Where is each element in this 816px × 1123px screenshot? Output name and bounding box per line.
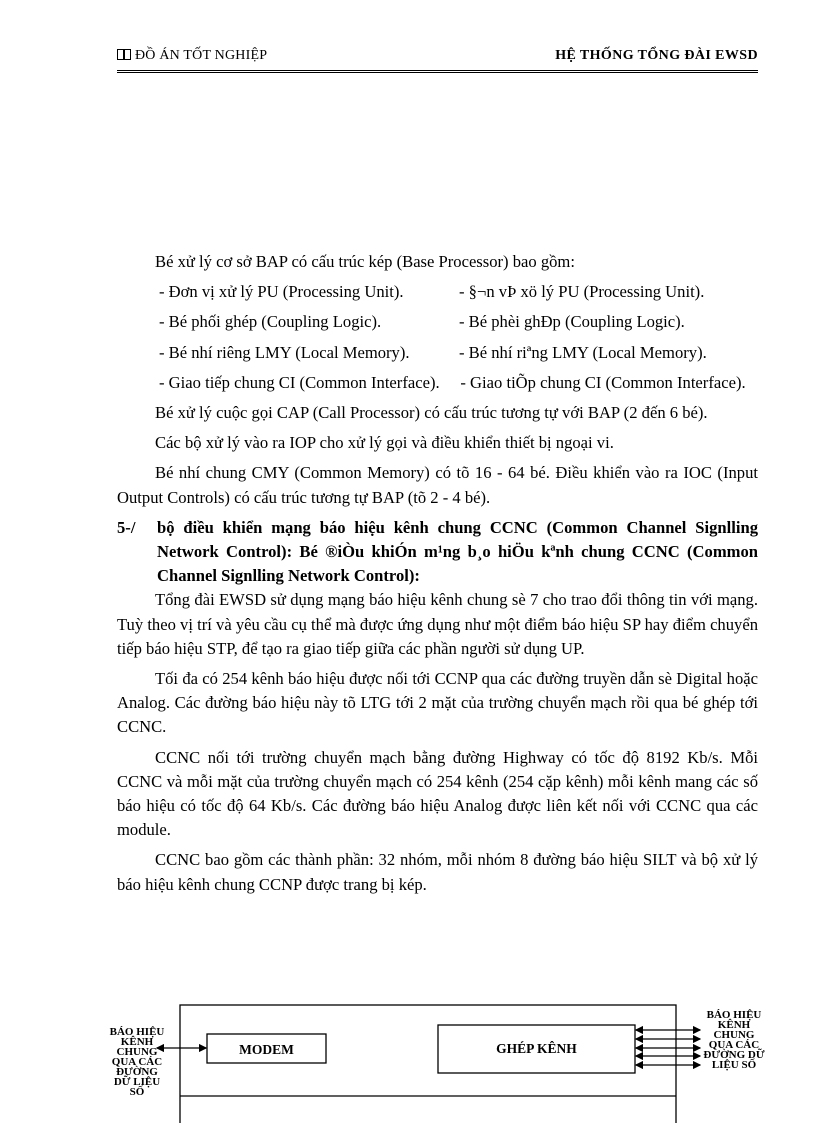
- list-item-garbled: - Bé phèi ghÐp (Coupling Logic).: [459, 312, 685, 332]
- page-header: [117, 48, 758, 73]
- paragraph-highway: CCNC nối tới trường chuyển mạch bằng đường Highway có tốc độ 8192 Kb/s. Mỗi CCNC và mỗi mặt của trường chuyển mạch có 254 kênh (254 cặp kênh) mỗi kênh mang các số báo hiệu có tốc độ 64 Kb/s. Các đường báo hiệu Analog được liên kết nối với CCNC qua các module.: [117, 747, 758, 840]
- paragraph-iop: Các bộ xử lý vào ra IOP cho xử lý gọi và điều khiển thiết bị ngoại vi.: [155, 433, 614, 453]
- list-item-garbled: - §¬n vÞ xö lý PU (Processing Unit).: [459, 282, 705, 302]
- list-item: - Bé nhí riêng LMY (Local Memory).: [159, 342, 410, 362]
- list-row-interface: [117, 371, 758, 395]
- list-item: - Giao tiếp chung CI (Common Interface).: [159, 372, 440, 392]
- paragraph-components: CCNC bao gồm các thành phần: 32 nhóm, mỗi nhóm 8 đường báo hiệu SILT và bộ xử lý báo hiệu kênh chung CCNP được trang bị kép.: [117, 850, 758, 894]
- header-right-text: HỆ THỐNG TỔNG ĐÀI EWSD: [555, 48, 758, 63]
- left-signal-label: BÁO HIỆU KÊNH CHUNG QUA CÁC ĐƯỜNG DỮ LIỆU SỐ: [109, 1026, 165, 1098]
- book-icon: [117, 49, 131, 60]
- list-row-memory: [117, 341, 758, 365]
- mux-label: GHÉP KÊNH: [496, 1041, 577, 1056]
- list-row-coupling: [117, 310, 758, 334]
- paragraph-254: Tối đa có 254 kênh báo hiệu được nối tới CCNP qua các đường truyền dẫn sè Digital hoặc Analog. Các đường báo hiệu này tõ LTG tới 2 mặt của trường chuyển mạch rồi qua bé ghép tới CCNC.: [117, 669, 758, 737]
- list-item-garbled: - Giao tiÕp chung CI (Common Interface).: [460, 372, 746, 392]
- paragraph-cap: Bé xử lý cuộc gọi CAP (Call Processor) có cấu trúc tương tự với BAP (2 đến 6 bé).: [155, 403, 708, 423]
- list-row-pu: [117, 280, 758, 304]
- section-heading: [117, 516, 758, 589]
- section-number: 5-/: [117, 517, 136, 537]
- list-item: - Đơn vị xử lý PU (Processing Unit).: [159, 282, 404, 302]
- paragraph-ewsd: Tổng đài EWSD sử dụng mạng báo hiệu kênh chung sè 7 cho trao đổi thông tin với mạng. Tuỳ theo vị trí và yêu cầu cụ thể mà được ứng dụng như một điểm báo hiệu SP hay điểm chuyển tiếp báo hiệu STP, để tạo ra giao tiếp giữa các phần người sử dụng UP.: [117, 590, 758, 658]
- section-title: bộ điều khiển mạng báo hiệu kênh chung CCNC (Common Channel Signlling Network Control): Bé ®iÒu khiÓn m¹ng b¸o hiÖu kªnh chung CCNC (Common Channel Signlling Network Control):: [157, 517, 758, 586]
- paragraph-bap: Bé xử lý cơ sở BAP có cấu trúc kép (Base Processor) bao gồm:: [155, 252, 575, 271]
- header-left: [117, 48, 267, 64]
- right-signal-label: BÁO HIỆU KÊNH CHUNG QUA CÁC ĐƯỜNG DỮ LIỆU SỐ: [703, 1009, 765, 1071]
- header-left-text: ĐỒ ÁN TỐT NGHIỆP: [135, 48, 268, 63]
- paragraph-cmy: Bé nhí chung CMY (Common Memory) có tõ 16 - 64 bé. Điều khiển vào ra IOC (Input Output Controls) có cấu trúc tương tự BAP (tõ 2 - 4 bé).: [117, 463, 758, 507]
- document-body: [117, 250, 758, 903]
- ccnc-frame: [180, 1005, 676, 1123]
- modem-label: MODEM: [239, 1042, 294, 1057]
- list-item-garbled: - Bé nhí riªng LMY (Local Memory).: [459, 342, 707, 362]
- ccnc-diagram: [0, 1000, 816, 1123]
- list-item: - Bé phối ghép (Coupling Logic).: [159, 312, 382, 332]
